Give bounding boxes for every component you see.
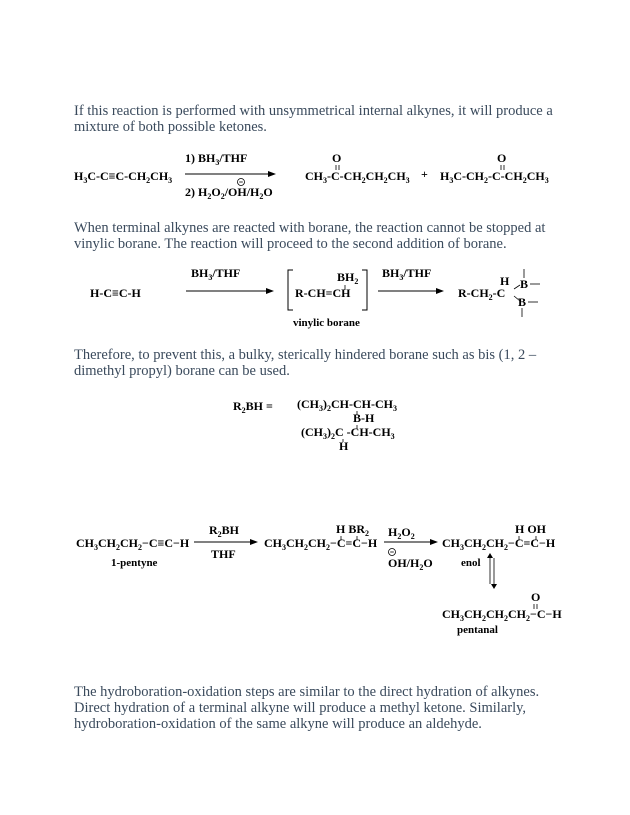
arrow-head <box>491 584 497 589</box>
reagent-thf: THF <box>211 547 236 561</box>
paragraph-4: The hydroboration-oxidation steps are similar to the direct hydration of alkynes. Direct hydration of a terminal alkyne will produce a methyl ketone. Similarly, hydroboration-oxidation of the same alkyne will produce an aldehyde. <box>74 684 540 732</box>
product-pentanal: $CH_3CH_2CH_2CH_2-C-H$ <box>442 607 562 623</box>
structure-line-3: $(CH_3)_2C$ $-CH-CH_3$ <box>301 425 395 441</box>
structure-line-2: B-H <box>353 411 375 425</box>
reagent-r2bh: $R_2BH$ <box>209 523 240 539</box>
vinylic-borane-label: vinylic borane <box>293 317 360 329</box>
paragraph-2: When terminal alkynes are reacted with borane, the reaction cannot be stopped at vinylic borane. The reaction will proceed to the second addition of borane. <box>74 220 546 252</box>
oxygen-label: O <box>531 590 541 604</box>
reagent-step-1: 1) $BH_3$/THF <box>185 151 248 167</box>
vinylic-borane: R-CH=CH <box>295 286 351 300</box>
alkenylborane: $CH_3CH_2CH_2-C=C-H$ <box>264 536 378 552</box>
enol-label: enol <box>461 557 481 569</box>
reactant-1-pentyne: $CH_3CH_2CH_2-C\equiv C-H$ <box>76 536 190 552</box>
product-label: pentanal <box>457 624 498 636</box>
boron-atom-2: B <box>518 295 527 309</box>
scheme-terminal-alkyne-double-addition <box>0 264 630 334</box>
product-geminal-diborane: $R-CH_2-C$ <box>458 286 506 302</box>
arrow-head <box>430 539 438 545</box>
scheme-pentyne-to-pentanal <box>0 520 630 640</box>
reagent-2: $BH_3$/THF <box>382 266 432 282</box>
arrow-head <box>487 553 493 558</box>
reagent-h2o2: $H_2O_2$ <box>388 525 415 541</box>
left-bracket <box>288 270 293 310</box>
reactant-label: 1-pentyne <box>111 557 158 569</box>
right-bracket <box>362 270 367 310</box>
boron-substituent: $BH_2$ <box>337 270 359 286</box>
arrow-head <box>266 288 274 294</box>
reagent-step-2: 2) $H_2O_2/OH/H_2O$ <box>185 185 273 201</box>
boron-atom-1: B <box>520 277 529 291</box>
structure-line-1: $(CH_3)_2CH-CH-CH_3$ <box>297 397 397 413</box>
scheme-disiamylborane-structure <box>0 392 630 452</box>
reactant-acetylene: H-C≡C-H <box>90 286 141 300</box>
product-2-pentanone: $CH_3-C-CH_2CH_2CH_3$ <box>305 169 410 185</box>
paragraph-1: If this reaction is performed with unsymmetrical internal alkynes, it will produce a mixture of both possible ketones. <box>74 103 553 135</box>
product-3-pentanone: $H_3C-CH_2-C-CH_2CH_3$ <box>440 169 549 185</box>
r2bh-label: $R_2BH$ = <box>233 399 273 415</box>
oxygen-label: O <box>332 151 342 165</box>
enol: $CH_3CH_2CH_2-C=C-H$ <box>442 536 556 552</box>
reagent-hydroxide-water: $OH/H_2O$ <box>388 556 433 572</box>
arrow-head <box>250 539 258 545</box>
svg-text:H3C-C≡C-CH2CH3: $H_3C-C\equiv C-CH_2CH_3$ <box>74 169 173 185</box>
reagent-1: $BH_3$/THF <box>191 266 241 282</box>
oxygen-label: O <box>497 151 507 165</box>
alkenylborane-substituents: H $BR_2$ <box>336 522 370 538</box>
structure-line-4: H <box>339 439 349 453</box>
product-hydrogen: H <box>500 274 510 288</box>
scheme-internal-alkyne-hydroboration <box>0 148 630 208</box>
plus-sign: + <box>421 167 428 181</box>
arrow-head <box>268 171 276 177</box>
reactant-3-pentyne <box>74 169 172 185</box>
paragraph-3: Therefore, to prevent this, a bulky, sterically hindered borane such as bis (1, 2 – dimethyl propyl) borane can be used. <box>74 347 537 379</box>
enol-substituents: H OH <box>515 522 547 536</box>
arrow-head <box>436 288 444 294</box>
